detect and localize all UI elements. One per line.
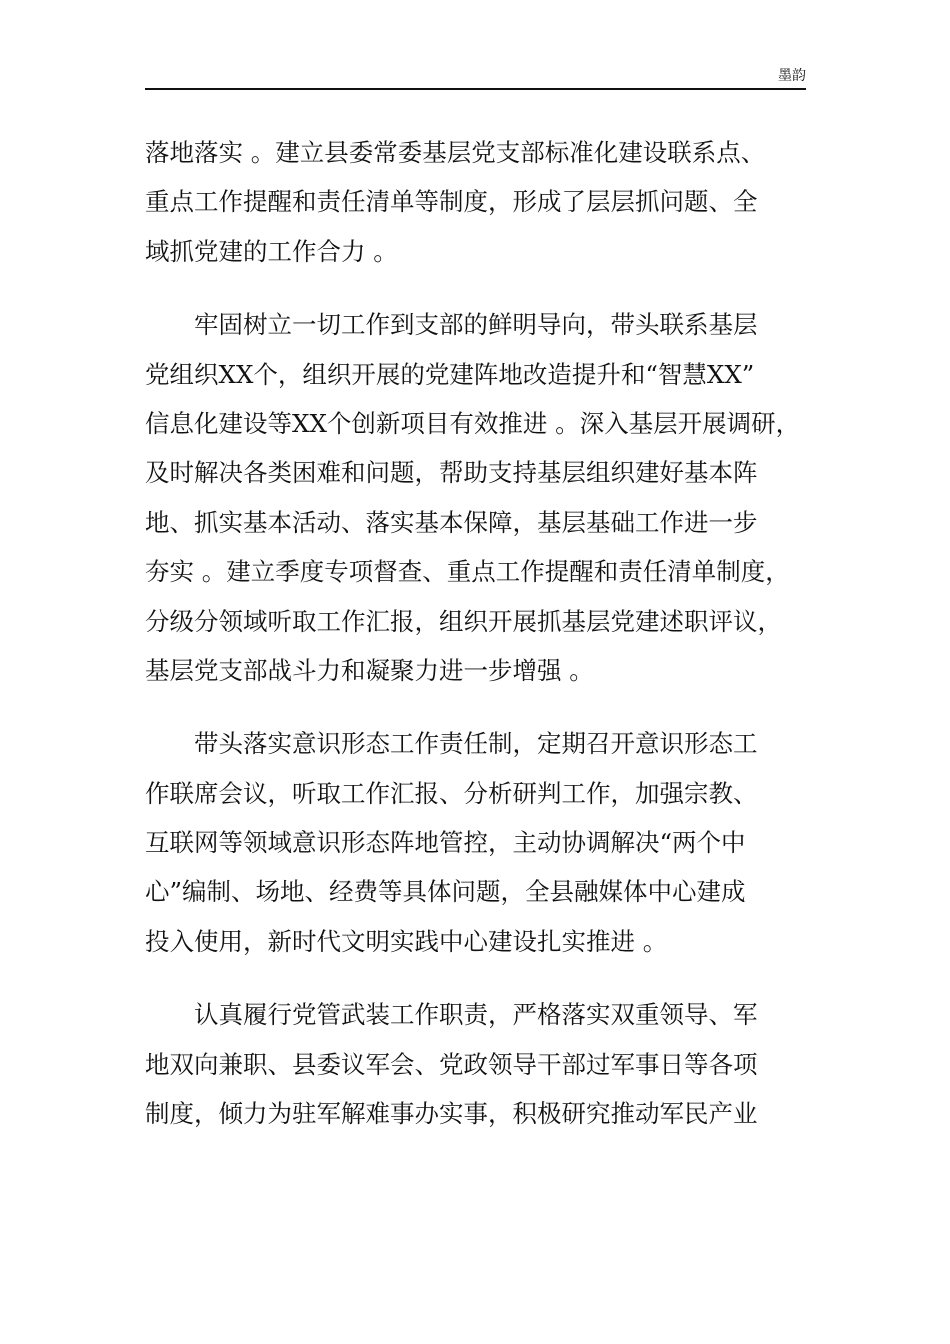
page-header (145, 66, 806, 90)
text-line: 心”编制、场地、经费等具体问题，全县融媒体中心建成 (145, 877, 746, 907)
paragraph (145, 990, 835, 1138)
paragraph (145, 719, 835, 966)
text-line: 及时解决各类困难和问题，帮助支持基层组织建好基本阵 (145, 458, 758, 488)
text-line: 认真履行党管武装工作职责，严格落实双重领导、军 (194, 1000, 758, 1030)
paragraph-gap (145, 276, 835, 300)
text-line: 带头落实意识形态工作责任制，定期召开意识形态工 (194, 729, 758, 759)
header-brand: 墨韵 (778, 68, 806, 84)
text-line: 夯实 。建立季度专项督查、重点工作提醒和责任清单制度， (145, 557, 790, 587)
document-body (145, 128, 835, 1138)
text-line: 互联网等领域意识形态阵地管控，主动协调解决“两个中 (145, 828, 746, 858)
text-line: 投入使用，新时代文明实践中心建设扎实推进 。 (145, 926, 668, 956)
text-line: 域抓党建的工作合力 。 (145, 236, 398, 266)
text-line: 牢固树立一切工作到支部的鲜明导向，带头联系基层 (194, 310, 758, 340)
text-line: 地、抓实基本活动、落实基本保障，基层基础工作进一步 (145, 507, 758, 537)
paragraph-gap (145, 966, 835, 990)
text-line: 制度，倾力为驻军解难事办实事，积极研究推动军民产业 (145, 1099, 758, 1129)
text-line: 分级分领域听取工作汇报，组织开展抓基层党建述职评议， (145, 606, 782, 636)
text-line: 党组织XX个，组织开展的党建阵地改造提升和“智慧XX” (145, 359, 755, 389)
paragraph (145, 128, 835, 276)
text-line: 作联席会议，听取工作汇报、分析研判工作，加强宗教、 (145, 778, 758, 808)
text-line: 地双向兼职、县委议军会、党政领导干部过军事日等各项 (145, 1049, 758, 1079)
text-line: 信息化建设等XX个创新项目有效推进 。深入基层开展调研， (145, 408, 801, 438)
paragraph-gap (145, 695, 835, 719)
text-line: 重点工作提醒和责任清单等制度，形成了层层抓问题、全 (145, 187, 758, 217)
text-line: 落地落实 。建立县委常委基层党支部标准化建设联系点、 (145, 138, 766, 167)
paragraph (145, 300, 835, 695)
text-line: 基层党支部战斗力和凝聚力进一步增强 。 (145, 655, 594, 685)
